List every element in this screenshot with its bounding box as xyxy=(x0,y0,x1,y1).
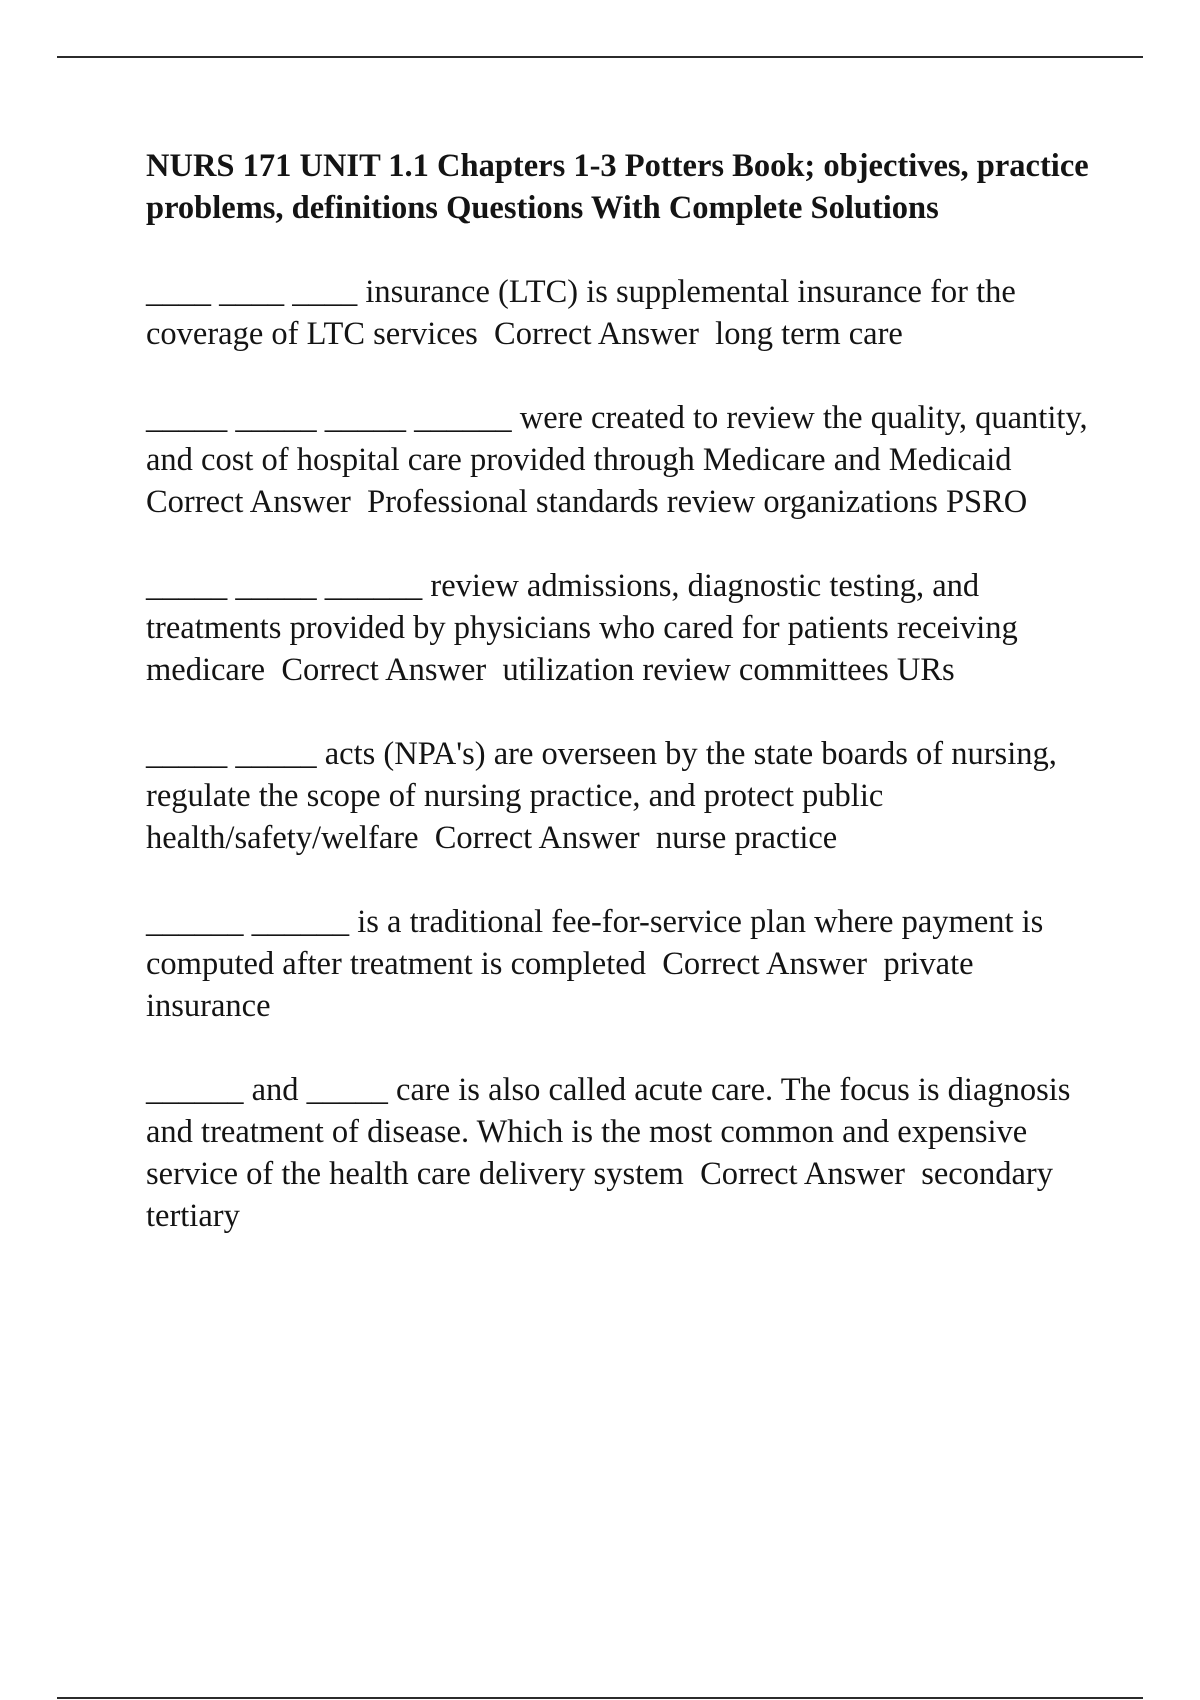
answer-text: secondary tertiary xyxy=(146,1156,1062,1234)
document-body xyxy=(146,145,1096,1279)
answer-label: Correct Answer xyxy=(434,820,640,856)
bottom-rule xyxy=(57,1697,1143,1699)
answer-label: Correct Answer xyxy=(700,1156,905,1192)
qa-item xyxy=(146,901,1096,1027)
qa-item xyxy=(146,733,1096,859)
answer-text: long term care xyxy=(715,316,903,352)
answer-text: utilization review committees URs xyxy=(502,652,955,688)
answer-text: private insurance xyxy=(146,946,982,1024)
question-text: _____ _____ acts (NPA's) are overseen by the state boards of nursing, regulate the scope of nursing practice, and protect public health/safety/welfare xyxy=(146,736,1065,856)
question-text: ______ and _____ care is also called acute care. The focus is diagnosis and treatment of disease. Which is the most common and expensive service of the health care delivery system xyxy=(146,1072,1079,1192)
answer-label: Correct Answer xyxy=(146,484,351,520)
question-text: _____ _____ _____ ______ were created to review the quality, quantity, and cost of hospital care provided through Medicare and Medicaid xyxy=(146,400,1096,478)
question-text: ______ ______ is a traditional fee-for-service plan where payment is computed after treatment is completed xyxy=(146,904,1052,982)
answer-label: Correct Answer xyxy=(662,946,868,982)
qa-item xyxy=(146,271,1096,355)
answer-text: Professional standards review organizations PSRO xyxy=(367,484,1028,520)
qa-item xyxy=(146,565,1096,691)
top-rule xyxy=(57,56,1143,58)
answer-text: nurse practice xyxy=(655,820,838,856)
question-text: _____ _____ ______ review admissions, diagnostic testing, and treatments provided by physicians who cared for patients receiving medicare xyxy=(146,568,1026,688)
answer-label: Correct Answer xyxy=(494,316,699,352)
answer-label: Correct Answer xyxy=(281,652,487,688)
question-text: ____ ____ ____ insurance (LTC) is supplemental insurance for the coverage of LTC services xyxy=(146,274,1024,352)
document-title: NURS 171 UNIT 1.1 Chapters 1-3 Potters Book; objectives, practice problems, definitions Questions With Complete Solutions xyxy=(146,148,1089,226)
qa-item xyxy=(146,1069,1096,1237)
qa-item xyxy=(146,397,1096,523)
